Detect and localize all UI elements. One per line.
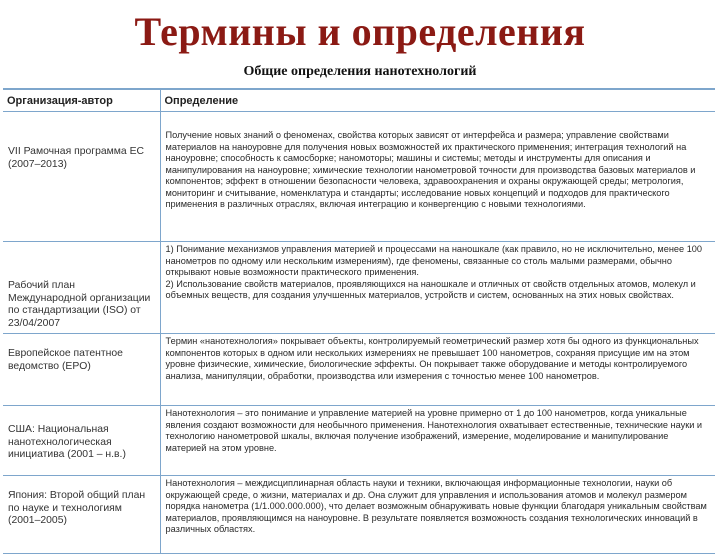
column-header-definition: Определение: [160, 90, 715, 112]
organization-cell: VII Рамочная программа ЕС (2007–2013): [3, 112, 160, 242]
definition-cell: [160, 242, 715, 334]
definition-cell: Нанотехнология – это понимание и управление материей на уровне примерно от 1 до 100 нанометров, когда уникальные явления создают возможности для необычного применения. Нанотехнология охватывает естественные, технические науки и технологию нанометровой шкалы, включая получение изображений, измерение, моделирование и манипулирование материей на этом уровне.: [160, 406, 715, 476]
table-row: [3, 112, 715, 242]
organization-cell: США: Национальная нанотехнологическая инициатива (2001 – н.в.): [3, 406, 160, 476]
definition-paragraph-1: 1) Понимание механизмов управления материей и процессами на наношкале (как правило, но не исключительно, менее 100 нанометров по одному или нескольким измерениям), где феномены, связанные со столь малыми размерами, обычно открывают новые возможности практического применения.: [165, 244, 703, 277]
definition-cell: Термин «нанотехнология» покрывает объекты, контролируемый геометрический размер хотя бы одного из функциональных компонентов которых в одном или нескольких измерениях не превышает 100 нанометров, сохраняя присущие им на этом уровне физические, химические, биологические эффекты. Он покрывает также оборудование и методы контролируемого анализа, манипуляции, обработки, производства или измерения с точностью менее 100 нанометров.: [160, 334, 715, 406]
table-header-row: [3, 90, 715, 112]
organization-cell: Япония: Второй общий план по науке и технологиям (2001–2005): [3, 476, 160, 554]
table-row: [3, 476, 715, 554]
definition-cell: Нанотехнология – междисциплинарная область науки и техники, включающая информационные технологии, науки об окружающей среде, о жизни, материалах и др. Она служит для управления и использования атомов и молекул размером порядка нанометра (1/1.000.000.000), что делает возможным обнаруживать новые функции благодаря уникальным свойствам материалов, проявляющимся на наноуровне. В результате появляется возможность создания технологических инноваций в различных областях.: [160, 476, 715, 554]
definitions-table: [3, 88, 715, 542]
organization-cell: Рабочий план Международной организации по стандартизации (ISO) от 23/04/2007: [3, 242, 160, 334]
organization-cell: Европейское патентное ведомство (EPO): [3, 334, 160, 406]
slide-title: Термины и определения: [134, 9, 586, 54]
table-row: [3, 334, 715, 406]
definition-cell: Получение новых знаний о феноменах, свойства которых зависят от интерфейса и размера; управление свойствами материалов на наноуровне для получения новых возможностей их практического применения; интеграция технологий на наноуровне; способность к самосборке; наномоторы; машины и системы; методы и инструменты для описания и манипулирования на наноуровне; химические технологии нанометровой точности для производства базовых материалов и компонентов; эффект в отношении безопасности человека, здравоохранения и охраны окружающей среды; метрология, мониторинг и считывание, номенклатура и стандарты; исследование новых концепций и подходов для практического применения в различных отраслях, включая интеграцию и конвергенцию с новыми технологиями.: [160, 112, 715, 242]
definition-paragraph-2: 2) Использование свойств материалов, проявляющихся на наношкале и отличных от свойств отдельных атомов, молекул и объемных веществ, для создания улучшенных материалов, устройств и систем, основанных на этих новых свойствах.: [165, 278, 696, 300]
table-row: [3, 242, 715, 334]
table-row: [3, 406, 715, 476]
table-caption: Общие определения нанотехнологий: [243, 64, 477, 79]
column-header-organization: Организация-автор: [3, 90, 160, 112]
